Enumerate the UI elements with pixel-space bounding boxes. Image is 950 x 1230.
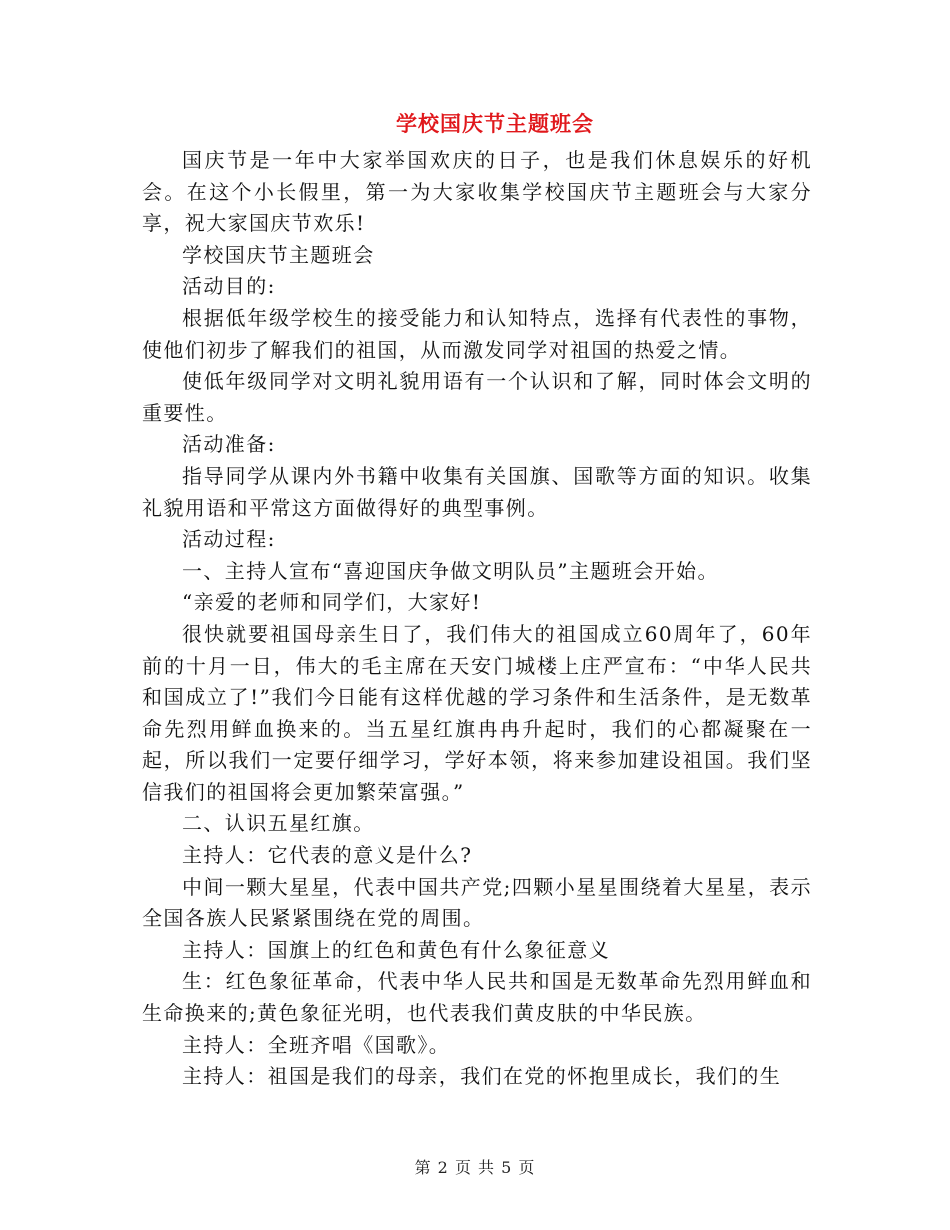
paragraph: 根据低年级学校生的接受能力和认知特点，选择有代表性的事物，使他们初步了解我们的祖国，从而激发同学对祖国的热爱之情。 [142,305,812,362]
paragraph: 指导同学从课内外书籍中收集有关国旗、国歌等方面的知识。收集礼貌用语和平常这方面做得好的典型事例。 [142,463,812,520]
document-title: 学校国庆节主题班会 [396,112,594,136]
paragraph-heading-process: 活动过程: [182,527,276,552]
paragraph: 主持人：它代表的意义是什么? [182,843,473,868]
paragraph: “亲爱的老师和同学们，大家好! [182,590,482,615]
paragraph: 主持人：国旗上的红色和黄色有什么象征意义 [182,937,610,962]
paragraph: 中间一颗大星星，代表中国共产党;四颗小星星围绕着大星星，表示全国各族人民紧紧围绕在党的周围。 [142,874,812,931]
paragraph: 使低年级同学对文明礼貌用语有一个认识和了解，同时体会文明的重要性。 [142,369,812,425]
paragraph: 一、主持人宣布“喜迎国庆争做文明队员”主题班会开始。 [182,558,719,583]
paragraph-subtitle: 学校国庆节主题班会 [182,242,375,267]
page-number-footer: 第 2 页 共 5 页 [414,1158,536,1177]
paragraph-heading-preparation: 活动准备: [182,432,276,457]
document-body [142,145,812,1093]
paragraph: 主持人：全班齐唱《国歌》。 [182,1032,451,1057]
paragraph: 主持人：祖国是我们的母亲，我们在党的怀抱里成长，我们的生 [182,1064,782,1089]
paragraph: 二、认识五星红旗。 [182,811,375,836]
paragraph-intro: 国庆节是一年中大家举国欢庆的日子，也是我们休息娱乐的好机会。在这个小长假里，第一为大家收集学校国庆节主题班会与大家分享，祝大家国庆节欢乐! [142,148,812,236]
paragraph-heading-purpose: 活动目的: [182,274,276,299]
paragraph: 生：红色象征革命，代表中华人民共和国是无数革命先烈用鲜血和生命换来的;黄色象征光明，也代表我们黄皮肤的中华民族。 [142,969,812,1026]
paragraph: 很快就要祖国母亲生日了，我们伟大的祖国成立60周年了，60年前的十月一日，伟大的毛主席在天安门城楼上庄严宣布：“中华人民共和国成立了!”我们今日能有这样优越的学习条件和生活条件，是无数革命先烈用鲜血换来的。当五星红旗冉冉升起时，我们的心都凝聚在一起，所以我们一定要仔细学习，学好本领，将来参加建设祖国。我们坚信我们的祖国将会更加繁荣富强。” [142,621,812,804]
